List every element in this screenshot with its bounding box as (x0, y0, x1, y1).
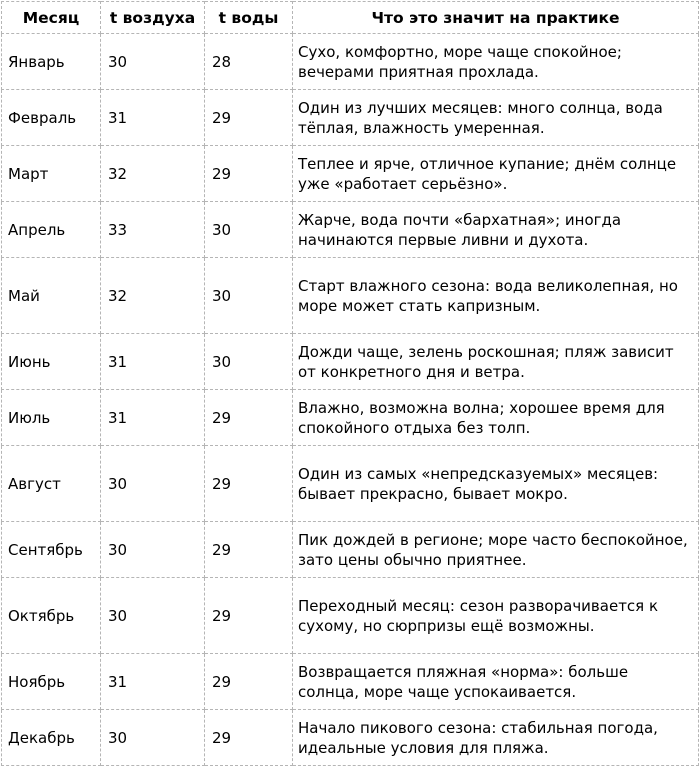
cell-air-temp: 30 (101, 710, 205, 766)
cell-water-temp: 29 (205, 654, 293, 710)
cell-air-temp: 30 (101, 522, 205, 578)
table-row (2, 146, 699, 202)
cell-note: Теплее и ярче, отличное купание; днём солнце уже «работает серьёзно». (293, 146, 699, 202)
cell-month: Июль (2, 390, 101, 446)
table-row (2, 34, 699, 90)
cell-air-temp: 31 (101, 390, 205, 446)
cell-month: Декабрь (2, 710, 101, 766)
cell-water-temp: 29 (205, 90, 293, 146)
cell-month: Июнь (2, 334, 101, 390)
table-row (2, 390, 699, 446)
column-header-month: Месяц (2, 2, 101, 34)
column-header-air-temp: t воздуха (101, 2, 205, 34)
cell-note: Один из лучших месяцев: много солнца, вода тёплая, влажность умеренная. (293, 90, 699, 146)
cell-note: Один из самых «непредсказуемых» месяцев: бывает прекрасно, бывает мокро. (293, 446, 699, 522)
table-row (2, 654, 699, 710)
cell-water-temp: 29 (205, 390, 293, 446)
cell-note: Переходный месяц: сезон разворачивается к сухому, но сюрпризы ещё возможны. (293, 578, 699, 654)
table-body (2, 34, 699, 766)
cell-water-temp: 28 (205, 34, 293, 90)
column-header-note: Что это значит на практике (293, 2, 699, 34)
cell-water-temp: 29 (205, 710, 293, 766)
table-row (2, 90, 699, 146)
cell-month: Апрель (2, 202, 101, 258)
table-row (2, 334, 699, 390)
cell-water-temp: 29 (205, 522, 293, 578)
cell-air-temp: 32 (101, 146, 205, 202)
weather-table (1, 1, 699, 766)
cell-note: Старт влажного сезона: вода великолепная, но море может стать капризным. (293, 258, 699, 334)
cell-water-temp: 29 (205, 578, 293, 654)
cell-air-temp: 30 (101, 578, 205, 654)
cell-month: Январь (2, 34, 101, 90)
table-row (2, 446, 699, 522)
table-row (2, 202, 699, 258)
cell-air-temp: 33 (101, 202, 205, 258)
cell-note: Начало пикового сезона: стабильная погода, идеальные условия для пляжа. (293, 710, 699, 766)
table-row (2, 522, 699, 578)
cell-month: Сентябрь (2, 522, 101, 578)
cell-water-temp: 29 (205, 146, 293, 202)
cell-note: Возвращается пляжная «норма»: больше солнца, море чаще успокаивается. (293, 654, 699, 710)
table-header (2, 2, 699, 34)
cell-note: Сухо, комфортно, море чаще спокойное; вечерами приятная прохлада. (293, 34, 699, 90)
cell-month: Октябрь (2, 578, 101, 654)
cell-air-temp: 30 (101, 34, 205, 90)
table-header-row (2, 2, 699, 34)
cell-note: Жарче, вода почти «бархатная»; иногда начинаются первые ливни и духота. (293, 202, 699, 258)
cell-air-temp: 31 (101, 654, 205, 710)
cell-month: Август (2, 446, 101, 522)
cell-water-temp: 30 (205, 258, 293, 334)
cell-note: Влажно, возможна волна; хорошее время для спокойного отдыха без толп. (293, 390, 699, 446)
cell-note: Пик дождей в регионе; море часто беспокойное, зато цены обычно приятнее. (293, 522, 699, 578)
cell-water-temp: 30 (205, 334, 293, 390)
cell-water-temp: 30 (205, 202, 293, 258)
cell-note: Дожди чаще, зелень роскошная; пляж зависит от конкретного дня и ветра. (293, 334, 699, 390)
table-row (2, 258, 699, 334)
cell-air-temp: 31 (101, 90, 205, 146)
cell-month: Ноябрь (2, 654, 101, 710)
cell-month: Март (2, 146, 101, 202)
column-header-water-temp: t воды (205, 2, 293, 34)
cell-air-temp: 30 (101, 446, 205, 522)
cell-month: Февраль (2, 90, 101, 146)
cell-air-temp: 31 (101, 334, 205, 390)
cell-month: Май (2, 258, 101, 334)
cell-air-temp: 32 (101, 258, 205, 334)
table-row (2, 710, 699, 766)
table-row (2, 578, 699, 654)
cell-water-temp: 29 (205, 446, 293, 522)
